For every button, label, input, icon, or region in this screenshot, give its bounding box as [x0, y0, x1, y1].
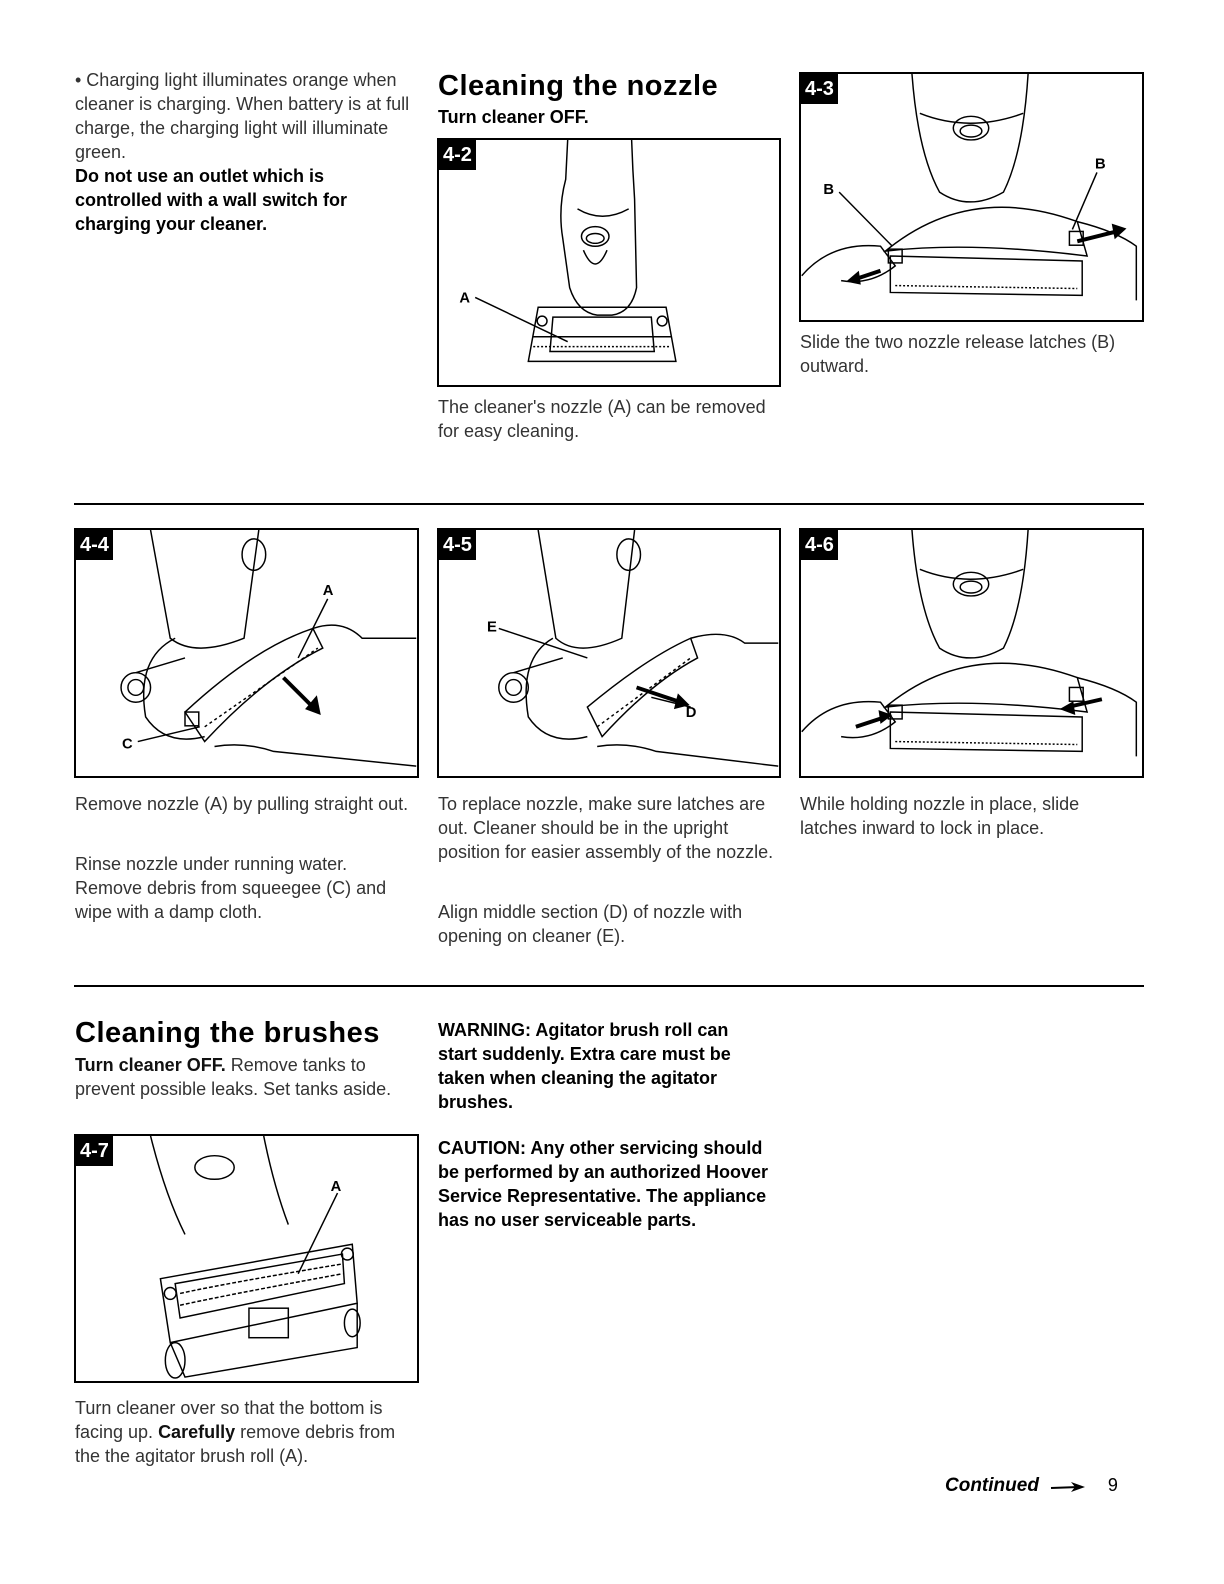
- intro-block: [75, 68, 413, 236]
- brushes-intro-bold: Turn cleaner OFF.: [75, 1055, 226, 1075]
- figure-4-3-caption: Slide the two nozzle release latches (B) outward.: [800, 332, 1116, 376]
- figure-4-4: [74, 528, 419, 778]
- replace-nozzle-illustration: [439, 530, 779, 776]
- arrow-right-icon: [1049, 1480, 1089, 1494]
- figure-4-7: [74, 1134, 419, 1383]
- figure-4-6-caption: While holding nozzle in place, slide latches inward to lock in place.: [800, 794, 1080, 838]
- lock-nozzle-illustration: [801, 530, 1142, 776]
- footer: [945, 1472, 1118, 1500]
- brushes-intro-rest: Remove tanks to prevent possible leaks. Set tanks aside.: [75, 1055, 392, 1099]
- label-a: A: [330, 1179, 342, 1196]
- figure-4-3: [799, 72, 1144, 322]
- figure-4-6: [799, 528, 1144, 778]
- nozzle-latches-illustration: [801, 74, 1142, 320]
- brushes-section-title: Cleaning the brushes: [75, 1017, 380, 1049]
- brushes-caption-post: remove debris from the the agitator brush roll (A).: [75, 1422, 396, 1466]
- figure-4-2: [437, 138, 781, 387]
- brush-roll-illustration: [76, 1136, 417, 1381]
- agitator-warning: WARNING: Agitator brush roll can start suddenly. Extra care must be taken when cleaning the agitator brushes.: [438, 1020, 731, 1112]
- servicing-caution: CAUTION: Any other servicing should be performed by an authorized Hoover Service Representative. The appliance has no user serviceable parts.: [438, 1138, 769, 1230]
- figure-badge: 4-3: [801, 74, 838, 104]
- figure-4-2-caption: The cleaner's nozzle (A) can be removed for easy cleaning.: [438, 397, 766, 441]
- label-a: A: [459, 290, 471, 307]
- upright-cleaner-illustration: [439, 140, 779, 385]
- figure-badge: 4-4: [76, 530, 113, 560]
- brushes-caption-bold: Carefully: [158, 1422, 236, 1442]
- section-divider: [74, 503, 1144, 505]
- figure-4-7-caption: [75, 1396, 415, 1468]
- label-e: E: [486, 619, 497, 636]
- figure-badge: 4-5: [439, 530, 476, 560]
- label-b-right: B: [1094, 156, 1106, 173]
- label-d: D: [685, 704, 697, 721]
- figure-4-5-caption-1: To replace nozzle, make sure latches are out. Cleaner should be in the upright position for easier assembly of the nozzle.: [438, 794, 774, 862]
- page-number: 9: [1107, 1475, 1118, 1495]
- figure-badge: 4-6: [801, 530, 838, 560]
- figure-4-5-caption-2: Align middle section (D) of nozzle with opening on cleaner (E).: [438, 902, 743, 946]
- figure-4-5: [437, 528, 781, 778]
- figure-badge: 4-2: [439, 140, 476, 170]
- nozzle-section-title: Cleaning the nozzle: [438, 70, 719, 102]
- label-c: C: [122, 736, 133, 753]
- remove-nozzle-illustration: [76, 530, 417, 776]
- label-b-left: B: [823, 182, 835, 199]
- figure-4-4-caption-2: Rinse nozzle under running water. Remove debris from squeegee (C) and wipe with a damp cloth.: [75, 854, 387, 922]
- figure-4-4-caption-1: Remove nozzle (A) by pulling straight out.: [75, 794, 409, 814]
- outlet-warning-text: Do not use an outlet which is controlled with a wall switch for charging your cleaner.: [75, 166, 348, 234]
- section-divider: [74, 985, 1144, 987]
- brushes-section-intro: [75, 1053, 410, 1101]
- charging-light-text: • Charging light illuminates orange when cleaner is charging. When battery is at full charge, the charging light will illuminate green.: [75, 70, 410, 162]
- label-a: A: [322, 582, 334, 599]
- brushes-caption-pre: Turn cleaner over so that the bottom is facing up.: [75, 1398, 383, 1442]
- figure-badge: 4-7: [76, 1136, 113, 1166]
- continued-label: Continued: [945, 1475, 1039, 1496]
- nozzle-section-subtitle: Turn cleaner OFF.: [438, 107, 589, 127]
